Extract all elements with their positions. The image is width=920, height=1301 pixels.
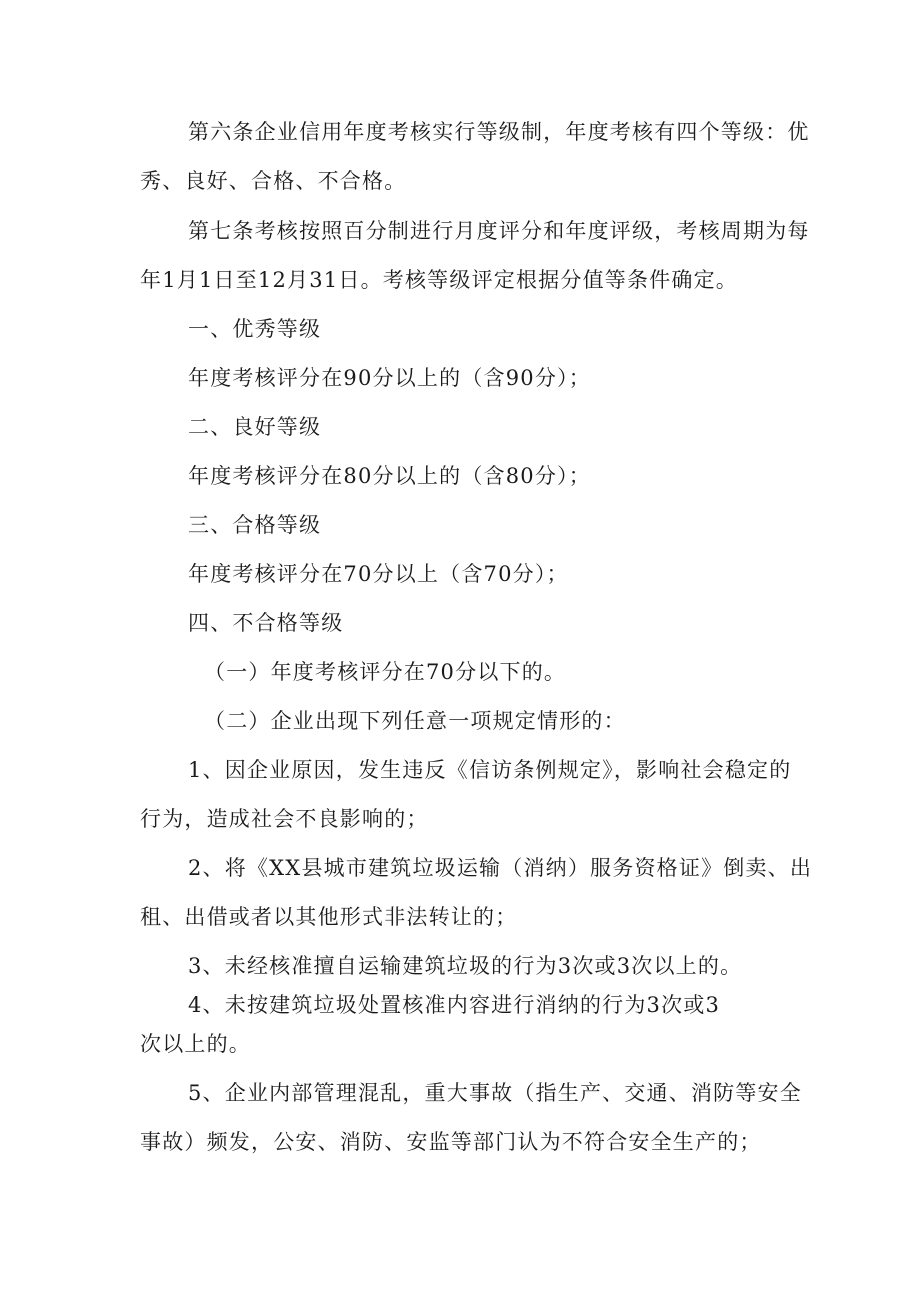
grade-fail-heading: 四、不合格等级: [188, 611, 344, 635]
article-7-line-2: 年1月1日至12月31日。考核等级评定根据分值等条件确定。: [140, 268, 738, 292]
article-7-line-1: 第七条考核按照百分制进行月度评分和年度评级，考核周期为每: [188, 219, 810, 243]
case-5-line-1: 5、企业内部管理混乱，重大事故（指生产、交通、消防等安全: [188, 1081, 802, 1105]
case-1-line-2: 行为，造成社会不良影响的；: [140, 807, 429, 831]
grade-good-criteria: 年度考核评分在80分以上的（含80分）；: [188, 464, 591, 488]
case-4-line-2: 次以上的。: [140, 1032, 251, 1056]
article-6-line-2: 秀、良好、合格、不合格。: [140, 169, 407, 193]
grade-excellent-heading: 一、优秀等级: [188, 317, 322, 341]
grade-fail-item-1: （一）年度考核评分在70分以下的。: [204, 660, 567, 684]
case-2-line-1: 2、将《XX县城市建筑垃圾运输（消纳）服务资格证》倒卖、出: [188, 856, 813, 880]
case-5-line-2: 事故）频发，公安、消防、安监等部门认为不符合安全生产的；: [140, 1130, 762, 1154]
grade-pass-heading: 三、合格等级: [188, 513, 322, 537]
case-2-line-2: 租、出借或者以其他形式非法转让的；: [140, 905, 518, 929]
grade-excellent-criteria: 年度考核评分在90分以上的（含90分）；: [188, 366, 591, 390]
grade-pass-criteria: 年度考核评分在70分以上（含70分）；: [188, 562, 569, 586]
case-4-line-1: 4、未按建筑垃圾处置核准内容进行消纳的行为3次或3: [188, 993, 721, 1017]
grade-fail-item-2: （二）企业出现下列任意一项规定情形的：: [204, 709, 626, 733]
case-1-line-1: 1、因企业原因，发生违反《信访条例规定》，影响社会稳定的: [188, 758, 792, 782]
article-6-line-1: 第六条企业信用年度考核实行等级制，年度考核有四个等级：优: [188, 120, 810, 144]
case-3-line-1: 3、未经核准擅自运输建筑垃圾的行为3次或3次以上的。: [188, 954, 743, 978]
grade-good-heading: 二、良好等级: [188, 415, 322, 439]
